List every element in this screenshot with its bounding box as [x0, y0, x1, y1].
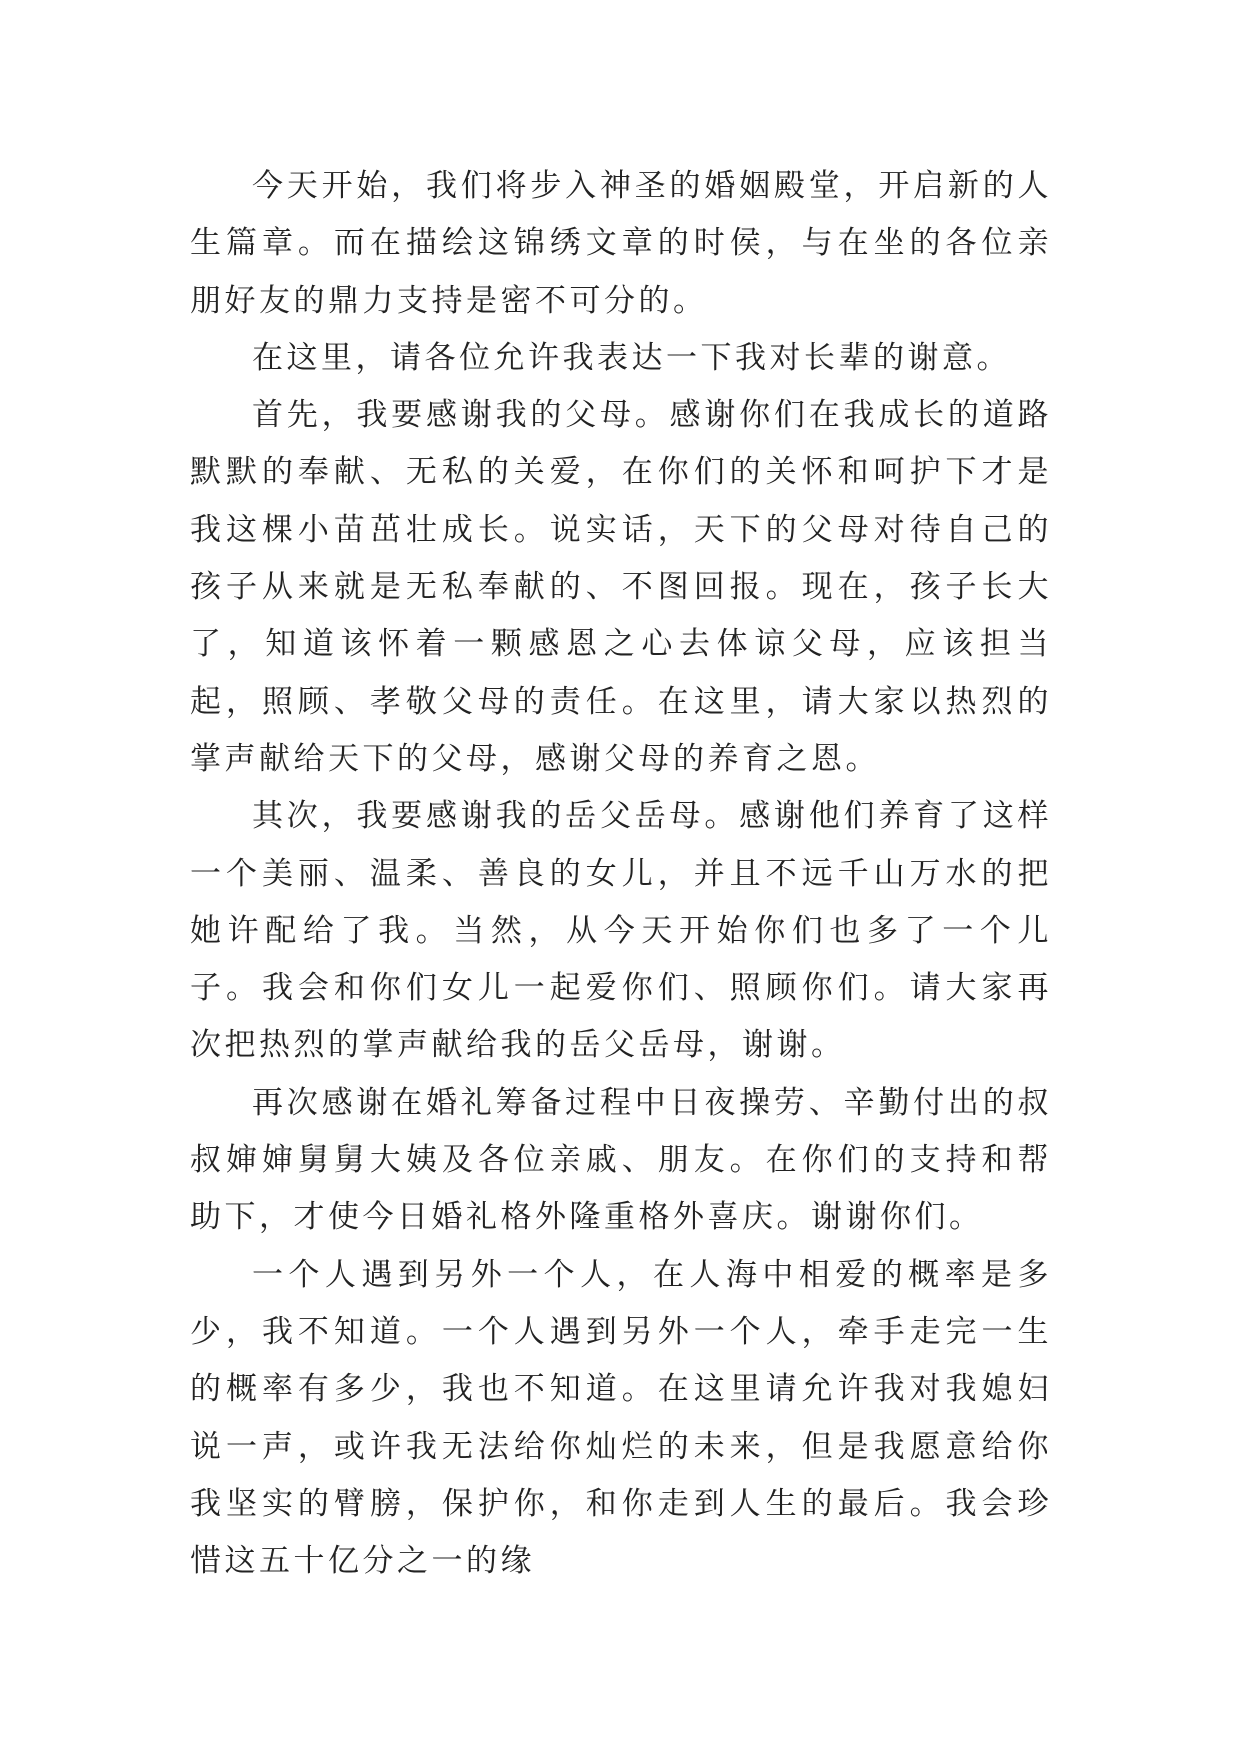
paragraph: 再次感谢在婚礼筹备过程中日夜操劳、辛勤付出的叔叔婶婶舅舅大姨及各位亲戚、朋友。在你们的支持和帮助下，才使今日婚礼格外隆重格外喜庆。谢谢你们。	[190, 1084, 1052, 1236]
paragraph: 一个人遇到另外一个人，在人海中相爱的概率是多少，我不知道。一个人遇到另外一个人，牵手走完一生的概率有多少，我也不知道。在这里请允许我对我媳妇说一声，或许我无法给你灿烂的未来，但是我愿意给你我坚实的臂膀，保护你，和你走到人生的最后。我会珍惜这五十亿分之一的缘	[190, 1256, 1052, 1580]
document-body	[190, 158, 1052, 1590]
paragraph: 在这里，请各位允许我表达一下我对长辈的谢意。	[252, 339, 1011, 376]
paragraph: 首先，我要感谢我的父母。感谢你们在我成长的道路默默的奉献、无私的关爱，在你们的关怀和呵护下才是我这棵小苗茁壮成长。说实话，天下的父母对待自己的孩子从来就是无私奉献的、不图回报。现在，孩子长大了，知道该怀着一颗感恩之心去体谅父母，应该担当起，照顾、孝敬父母的责任。在这里，请大家以热烈的掌声献给天下的父母，感谢父母的养育之恩。	[190, 397, 1052, 777]
paragraph: 其次，我要感谢我的岳父岳母。感谢他们养育了这样一个美丽、温柔、善良的女儿，并且不远千山万水的把她许配给了我。当然，从今天开始你们也多了一个儿子。我会和你们女儿一起爱你们、照顾你们。请大家再次把热烈的掌声献给我的岳父岳母，谢谢。	[190, 798, 1052, 1064]
paragraph: 今天开始，我们将步入神圣的婚姻殿堂，开启新的人生篇章。而在描绘这锦绣文章的时侯，与在坐的各位亲朋好友的鼎力支持是密不可分的。	[190, 168, 1052, 319]
